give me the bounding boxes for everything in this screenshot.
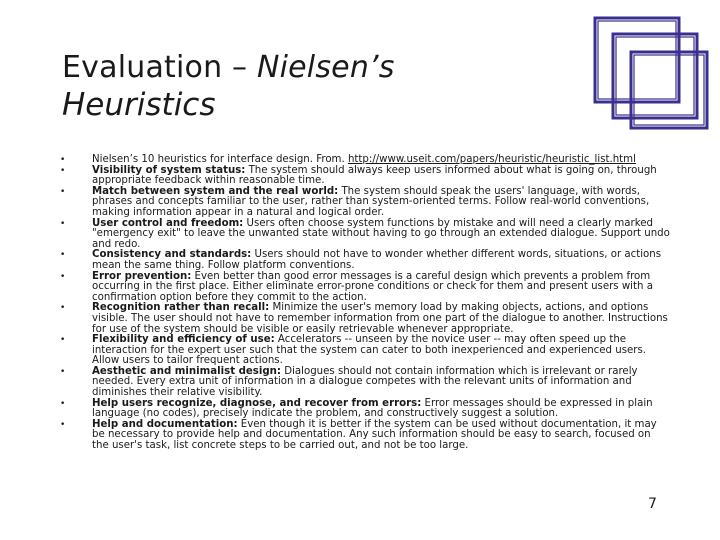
heuristic-description: Minimize the user's memory load by making objects, actions, and options visible. The user should not have to remember information from one part of the dialogue to another. Instructions for use of the system should be visible or easily retrievable whenever appropriate. [92, 302, 668, 335]
heuristic-item [60, 303, 670, 335]
heuristic-name: Consistency and standards: [92, 249, 252, 261]
bullet-icon: • [60, 250, 66, 261]
title-prefix: Evaluation – [62, 50, 257, 85]
bullet-icon: • [60, 271, 66, 282]
heuristic-description: Even though it is better if the system can be used without documentation, it may be necessary to provide help and documentation. Any such information should be easy to search, focused on the user's task, list concrete steps to be carried out, and not be too large. [92, 418, 657, 452]
title-line-2: Heuristics [62, 86, 216, 123]
bullet-icon: • [60, 419, 66, 430]
slide-title [62, 50, 582, 124]
bullet-icon: • [60, 335, 66, 346]
heuristic-name: Error prevention: [92, 270, 192, 282]
bullet-icon: • [60, 366, 66, 377]
heuristic-item [60, 219, 670, 251]
heuristic-item [60, 399, 670, 420]
overlapping-squares-icon [588, 14, 712, 136]
heuristic-name: Help users recognize, diagnose, and recover from errors: [92, 397, 422, 409]
heuristics-list [60, 155, 670, 452]
heuristic-name: User control and freedom: [92, 217, 244, 229]
heuristic-description: Dialogues should not contain information which is irrelevant or rarely needed. Every extra unit of information in a dialogue competes with the relevant units of information and diminishes their relative visibility. [92, 365, 638, 399]
heuristic-name: Flexibility and efficiency of use: [92, 334, 275, 346]
heuristic-name: Match between system and the real world: [92, 185, 339, 197]
bullet-icon: • [60, 155, 66, 165]
title-nielsens: Nielsen’s [256, 50, 395, 85]
bullet-icon: • [60, 398, 66, 409]
heuristic-name: Help and documentation: [92, 418, 238, 430]
heuristic-item [60, 420, 670, 452]
heuristic-item [60, 335, 670, 367]
bullet-icon: • [60, 303, 66, 314]
heuristic-description: The system should speak the users' language, with words, phrases and concepts familiar to the user, rather than system-oriented terms. Follow real-world conventions, making information appear in a natural and logical order. [92, 185, 650, 218]
bullet-icon: • [60, 165, 66, 176]
heuristic-description: Error messages should be expressed in plain language (no codes), precisely indicate the problem, and constructively suggest a solution. [92, 397, 653, 420]
intro-text: Nielsen’s 10 heuristics for interface design. From. [92, 154, 348, 165]
bullet-icon: • [60, 218, 66, 229]
heuristic-name: Visibility of system status: [92, 164, 246, 176]
bullet-icon: • [60, 186, 66, 197]
heuristic-description: The system should always keep users informed about what is going on, through appropriate feedback within reasonable time. [92, 164, 657, 187]
title-line-1 [62, 50, 582, 87]
heuristic-name: Recognition rather than recall: [92, 302, 270, 314]
heuristic-description: Even better than good error messages is a careful design which prevents a problem from occurring in the first place. Either eliminate error-prone conditions or check for them and present users with a confirmation option before they commit to the action. [92, 270, 653, 303]
heuristic-name: Aesthetic and minimalist design: [92, 365, 281, 377]
heuristic-description: Accelerators -- unseen by the novice user -- may often speed up the interaction for the expert user such that the system can cater to both inexperienced and experienced users. Allow users to tailor frequent actions. [92, 334, 647, 367]
heuristic-item [60, 367, 670, 399]
heuristic-item [60, 166, 670, 187]
heuristic-item [60, 272, 670, 304]
heuristic-description: Users should not have to wonder whether different words, situations, or actions mean the same thing. Follow platform conventions. [92, 249, 662, 271]
heuristic-item [60, 187, 670, 219]
page-number: 7 [648, 496, 657, 512]
heuristic-description: Users often choose system functions by mistake and will need a clearly marked "emergency exit" to leave the unwanted state without having to go through an extended dialogue. Support undo and redo. [92, 217, 670, 250]
heuristics-url-link[interactable]: http://www.useit.com/papers/heuristic/heuristic_list.html [347, 154, 636, 165]
heuristic-item [60, 250, 670, 271]
